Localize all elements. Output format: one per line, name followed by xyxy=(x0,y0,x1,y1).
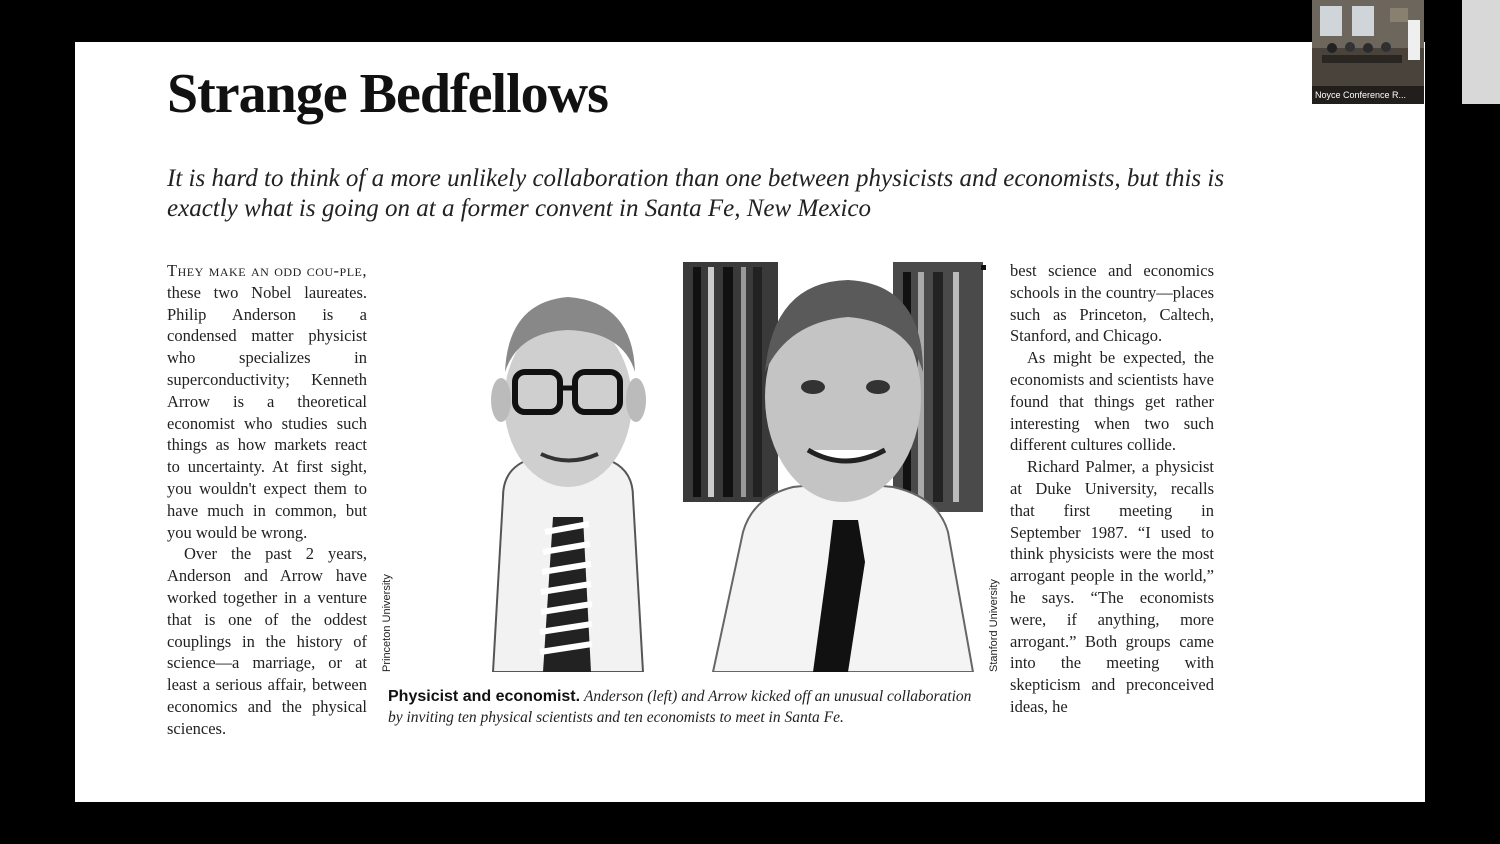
photo-caption xyxy=(388,686,988,728)
portrait-arrow xyxy=(683,262,983,672)
portrait-anderson xyxy=(393,262,683,672)
right-paragraph-2: As might be expected, the economists and scientists have found that things get rather interesting when two such different cultures collide. xyxy=(1010,348,1214,455)
right-paragraph-3: Richard Palmer, a physicist at Duke University, recalls that first meeting in September 1987. “I used to think physicists were the most arrogant people in the world,” he says. “The economists were, if anything, more arrogant.” Both groups came into the meeting with skepticism and preconceived ideas, he xyxy=(1010,457,1214,716)
right-paragraph-1: best science and economics schools in the country—places such as Princeton, Caltech, Stanford, and Chicago. xyxy=(1010,261,1214,346)
left-text-column xyxy=(167,260,367,754)
article-title: Strange Bedfellows xyxy=(167,63,608,125)
left-paragraph-1 xyxy=(167,260,367,543)
webcam-side-tile xyxy=(1462,0,1500,104)
left-paragraph-1-body: these two Nobel laureates. Philip Anderson is a condensed matter physicist who specializes in superconductivity; Kenneth Arrow is a theoretical economist who studies such things as how markets react to uncertainty. At first sight, you wouldn't expect them to have much in common, but you would be wrong. xyxy=(167,282,367,542)
caption-italic: Anderson (left) and Arrow kicked off an unusual collaboration by inviting ten physical scientists and ten economists to meet in Santa Fe. xyxy=(388,688,972,726)
photo-anderson-and-arrow xyxy=(393,262,983,672)
column-bullet xyxy=(981,265,986,270)
webcam-label: Noyce Conference R... xyxy=(1312,86,1424,104)
photo-credit-stanford: Stanford University xyxy=(988,579,1000,672)
caption-bold: Physicist and economist. xyxy=(388,688,581,705)
article-subtitle: It is hard to think of a more unlikely collaboration than one between physicists and economists, but this is exactly what is going on at a former convent in Santa Fe, New Mexico xyxy=(167,165,1225,222)
left-paragraph-2: Over the past 2 years, Anderson and Arrow have worked together in a venture that is one of the oddest couplings in the history of science—a marriage, or at least a serious affair, between economics and the physical sciences. xyxy=(167,544,367,738)
presentation-slide xyxy=(75,42,1425,802)
right-text-column xyxy=(1010,260,1214,754)
lead-in-smallcaps: They make an odd cou-ple, xyxy=(167,261,367,280)
photo-credit-princeton: Princeton University xyxy=(381,574,393,672)
webcam-thumbnail[interactable] xyxy=(1312,0,1424,104)
